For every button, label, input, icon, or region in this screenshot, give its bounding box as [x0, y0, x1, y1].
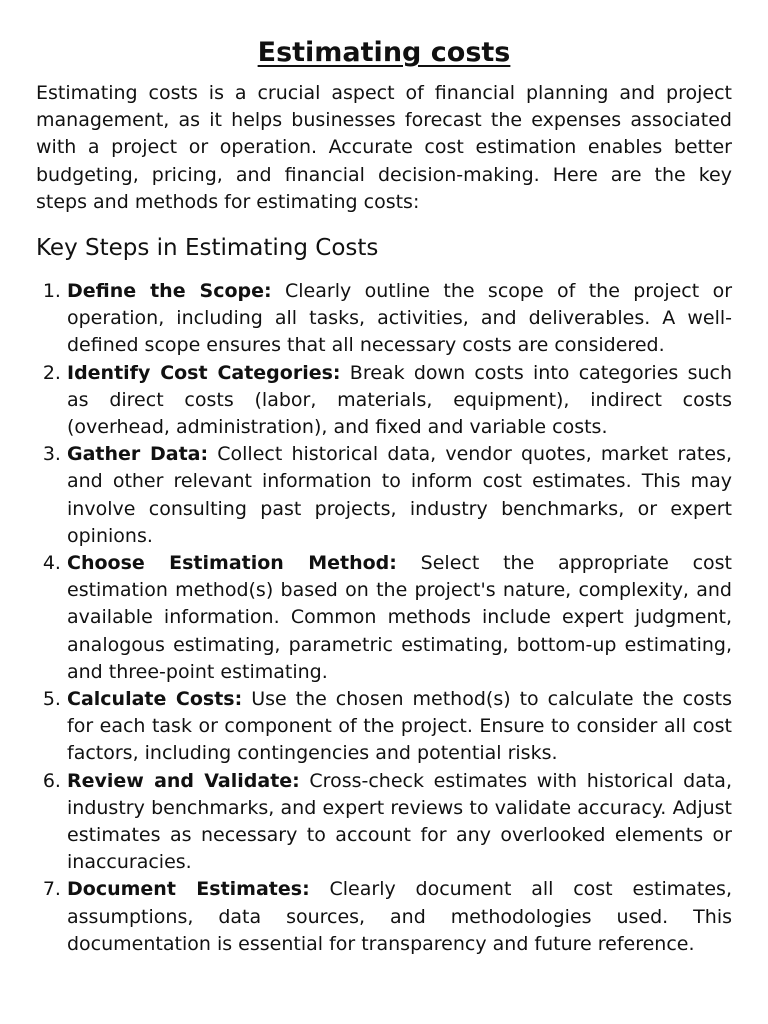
document-title: Estimating costs	[257, 37, 511, 68]
step-title: Identify Cost Categories:	[67, 361, 341, 384]
step-title: Review and Validate:	[67, 769, 300, 792]
step-title: Choose Estimation Method:	[67, 552, 397, 575]
step-title: Calculate Costs:	[67, 688, 243, 711]
step-title: Define the Scope:	[67, 280, 272, 303]
step-item	[67, 360, 732, 442]
step-text: Use the chosen method(s) to calculate the costs for each task or component of the project. Ensure to consider all cost factors, including contingencies and potential risks.	[67, 688, 733, 765]
step-item	[67, 278, 732, 360]
step-title: Gather Data:	[67, 443, 209, 466]
step-text: Clearly document all cost estimates, assumptions, data sources, and methodologies used. This documentation is essential for transparency and future reference.	[67, 878, 732, 955]
step-text: Collect historical data, vendor quotes, market rates, and other relevant information to inform cost estimates. This may involve consulting past projects, industry benchmarks, or expert opinions.	[67, 443, 732, 547]
step-text: Select the appropriate cost estimation method(s) based on the project's nature, complexity, and available information. Common methods include expert judgment, analogous estimating, parametric estimating, bottom-up estimating, and three-point estimating.	[67, 552, 732, 683]
step-item	[67, 768, 732, 877]
section-heading: Key Steps in Estimating Costs	[36, 235, 379, 262]
step-item	[67, 550, 732, 686]
step-title: Document Estimates:	[67, 878, 310, 901]
step-item	[67, 876, 732, 958]
step-item	[67, 686, 732, 768]
step-item	[67, 441, 732, 550]
step-text: Cross-check estimates with historical data, industry benchmarks, and expert reviews to validate accuracy. Adjust estimates as necessary to account for any overlooked elements or inaccuracies.	[67, 769, 732, 874]
steps-list	[36, 278, 732, 958]
step-text: Break down costs into categories such as direct costs (labor, materials, equipment), indirect costs (overhead, administration), and fixed and variable costs.	[67, 361, 732, 439]
step-text: Clearly outline the scope of the project or operation, including all tasks, activities, and deliverables. A well-defined scope ensures that all necessary costs are considered.	[67, 280, 732, 357]
intro-paragraph: Estimating costs is a crucial aspect of financial planning and project management, as it helps businesses forecast the expenses associated with a project or operation. Accurate cost estimation enables better budgeting, pricing, and financial decision-making. Here are the key steps and methods for estimating costs:	[36, 82, 732, 213]
